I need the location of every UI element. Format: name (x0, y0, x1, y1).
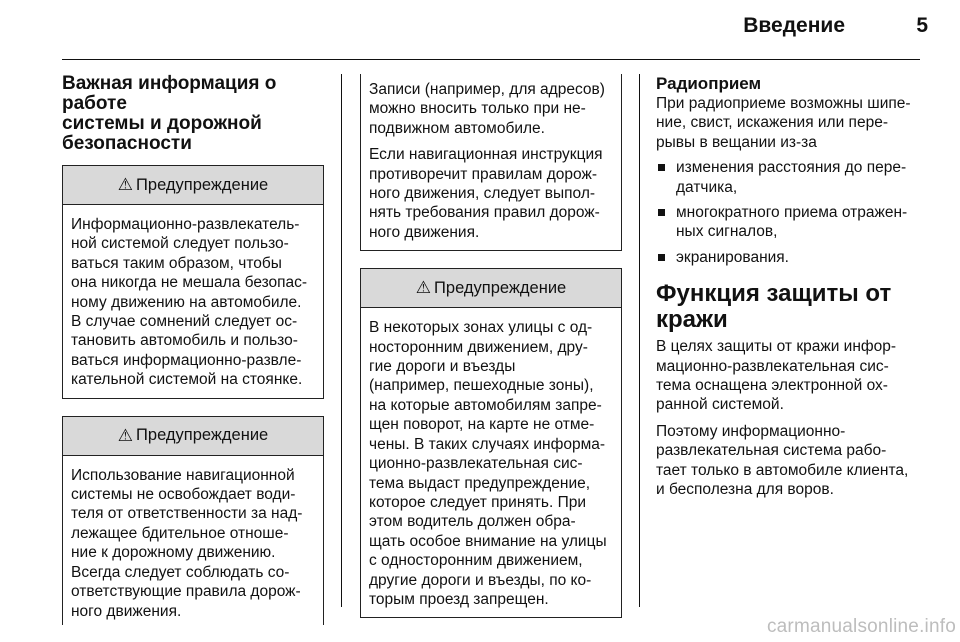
warning-triangle-icon: ⚠ (415, 278, 432, 298)
warning-header (63, 166, 323, 205)
radio-heading: Радиоприем (656, 74, 762, 93)
bullet-list (656, 158, 924, 267)
header-divider (62, 59, 920, 60)
column-1 (62, 74, 324, 625)
watermark: carmanualsonline.info (766, 616, 956, 637)
theft-protection-heading: Функция защиты от кражи (656, 280, 892, 334)
paragraph: Записи (например, для адресов) можно вносить только при не- подвижном автомобиле. (369, 81, 605, 137)
section-title: Введение (743, 14, 845, 37)
column-2 (360, 74, 622, 618)
list-item: изменения расстояния до пере- датчика, (656, 158, 924, 197)
column-3 (656, 74, 924, 500)
warning-header (361, 269, 621, 308)
warning-header (63, 417, 323, 456)
warning-box (360, 268, 622, 618)
safety-heading (62, 74, 324, 154)
warning-text: Использование навигационной системы не освобождает води- теля от ответственности за над- лежащее бдительное отноше- ние к дорожному движению. Всегда следует соблюдать со- ответствующие правила дорож- ного движения. (71, 466, 303, 620)
column-divider-2 (639, 74, 640, 607)
list-item: многократного приема отражен- ных сигналов, (656, 203, 924, 242)
paragraph: Поэтому информационно- развлекательная система рабо- тает только в автомобиле клиента, и бесполезна для воров. (656, 422, 909, 499)
page-number: 5 (916, 14, 928, 37)
heading-line: безопасности (62, 133, 192, 154)
warning-triangle-icon: ⚠ (117, 175, 134, 194)
warning-title: Предупреждение (434, 278, 567, 297)
warning-text: В некоторых зонах улицы с од- носторонним движением, дру- гие дороги и въезды (например, пешеходные зоны), на которые автомобилям запре- щен поворот, на карте не отме- чены. В таких случаях информа- ционно-развлекательная сис- тема выдаст предупреждение, которое следует принять. При этом водитель должен обра- щать особое внимание на улицы с односторонним движением, другие дороги и въезды, по ко- торым проезд запрещен. (369, 319, 607, 608)
paragraph: При радиоприеме возможны шипе- ние, свист, искажения или пере- рывы в вещании из-за (656, 95, 911, 151)
warning-box (62, 165, 324, 399)
heading-line: Важная информация о работе (62, 73, 277, 114)
warning-title: Предупреждение (136, 175, 269, 194)
warning-continuation-box (360, 74, 622, 251)
column-divider-1 (341, 74, 342, 607)
paragraph: Если навигационная инструкция противоречит правилам дорож- ного движения, следует выпол- нять требования правил дорож- ного движения. (369, 146, 603, 241)
warning-triangle-icon: ⚠ (117, 425, 134, 445)
warning-box (62, 416, 324, 625)
warning-title: Предупреждение (136, 426, 269, 445)
warning-text: Информационно-развлекатель- ной системой следует пользо- ваться таким образом, чтобы она никогда не мешала безопас- ному движению на автомобиле. В случае сомнений следует ос- тановить автомобиль и пользо- ваться информационно-развле- кательной системой на стоянке. (71, 216, 308, 389)
list-item: экранирования. (656, 248, 924, 267)
heading-line: системы и дорожной (62, 113, 262, 134)
paragraph: В целях защиты от кражи инфор- мационно-развлекательная сис- тема оснащена электронной ох- ранной системой. (656, 338, 897, 414)
